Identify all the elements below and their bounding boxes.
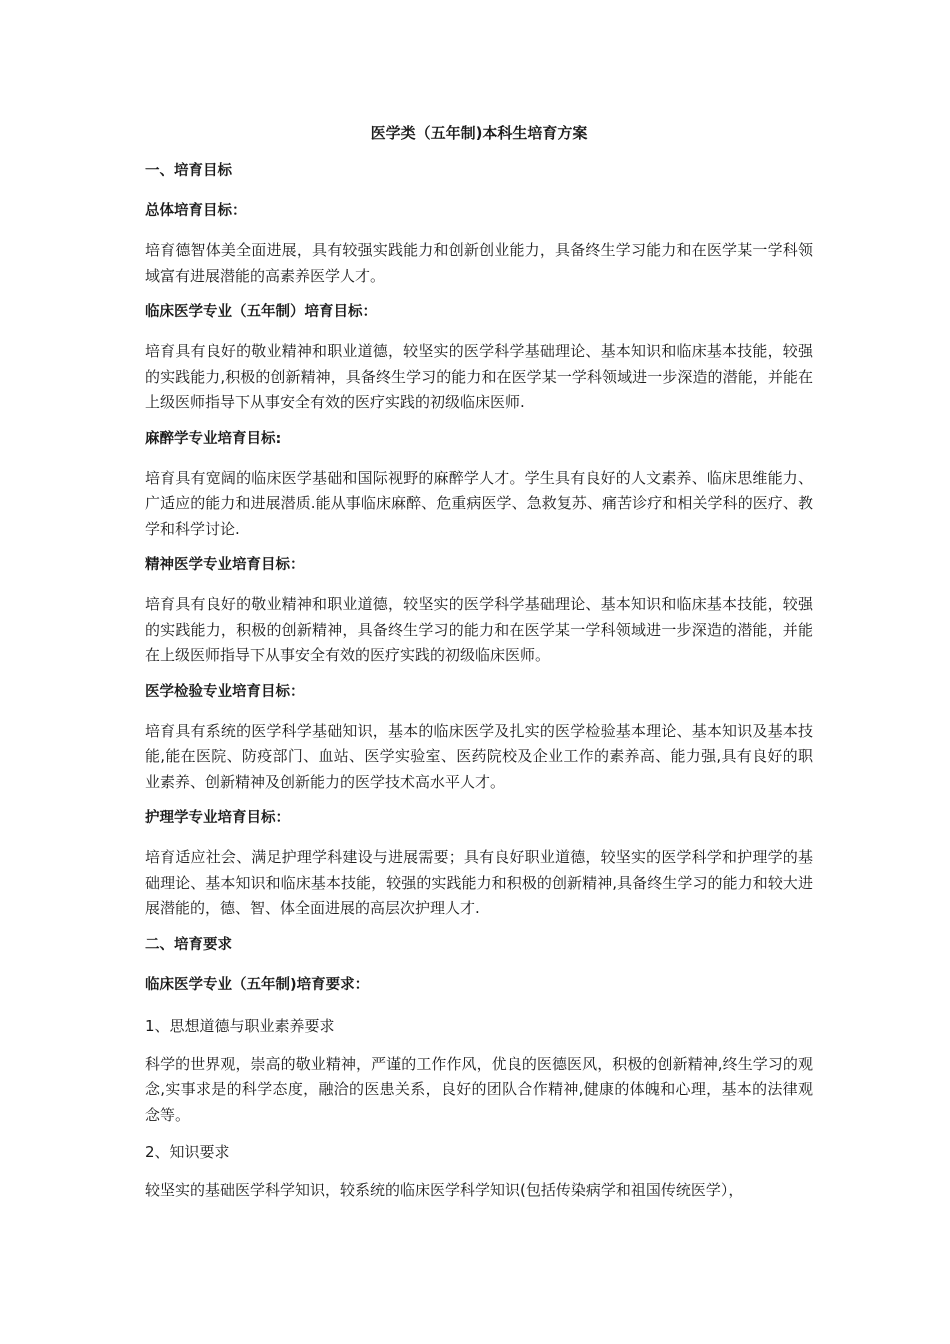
section-heading-goals: 一、培育目标 [145,163,232,179]
subheading-lab-medicine-goal: 医学检验专业培育目标： [145,683,305,700]
paragraph-lab-medicine-goal: 培育具有系统的医学科学基础知识，基本的临床医学及扎实的医学检验基本理论、基本知识及基本技能,能在医院、防疫部门、血站、医学实验室、医药院校及企业工作的素养高、能力强,具有良好的职业素养、创新精神及创新能力的医学技术高水平人才。 [145,721,813,791]
subheading-clinical-goal: 临床医学专业（五年制）培育目标： [145,304,377,320]
subheading-psychiatry-goal: 精神医学专业培育目标： [145,557,305,573]
paragraph-psychiatry-goal: 培育具有良好的敬业精神和职业道德，较坚实的医学科学基础理论、基本知识和临床基本技能，较强的实践能力，积极的创新精神，具备终生学习的能力和在医学某一学科领域进一步深造的潜能，并能在上级医师指导下从事安全有效的医疗实践的初级临床医师。 [145,595,813,664]
list-item-ethics: 1、思想道德与职业素养要求 [145,1016,335,1035]
paragraph-nursing-goal: 培育适应社会、满足护理学科建设与进展需要；具有良好职业道德，较坚实的医学科学和护理学的基础理论、基本知识和临床基本技能，较强的实践能力和积极的创新精神,具备终生学习的能力和较大进展潜能的，德、智、体全面进展的高层次护理人才. [145,848,813,917]
subheading-nursing-goal: 护理学专业培育目标： [145,810,290,826]
paragraph-ethics: 科学的世界观，崇高的敬业精神，严谨的工作作风，优良的医德医风，积极的创新精神,终生学习的观念,实事求是的科学态度，融洽的医患关系，良好的团队合作精神,健康的体魄和心理，基本的法律观念等。 [145,1054,813,1124]
paragraph-anesthesia-goal: 培育具有宽阔的临床医学基础和国际视野的麻醉学人才。学生具有良好的人文素养、临床思维能力、广适应的能力和进展潜质.能从事临床麻醉、危重病医学、急救复苏、痛苦诊疗和相关学科的医疗、教学和科学讨论. [145,468,813,538]
paragraph-clinical-goal: 培育具有良好的敬业精神和职业道德，较坚实的医学科学基础理论、基本知识和临床基本技能，较强的实践能力,积极的创新精神，具备终生学习的能力和在医学某一学科领域进一步深造的潜能，并能在上级医师指导下从事安全有效的医疗实践的初级临床医师. [145,342,813,411]
document-title: 医学类（五年制)本科生培育方案 [370,124,588,142]
paragraph-knowledge: 较坚实的基础医学科学知识，较系统的临床医学科学知识(包括传染病学和祖国传统医学）， [145,1181,744,1199]
subheading-overall-goal: 总体培育目标： [145,203,247,219]
subheading-clinical-requirements: 临床医学专业（五年制)培育要求： [145,976,370,993]
paragraph-overall-goal: 培育德智体美全面进展，具有较强实践能力和创新创业能力，具备终生学习能力和在医学某一学科领域富有进展潜能的高素养医学人才。 [145,241,813,285]
subheading-anesthesia-goal: 麻醉学专业培育目标: [145,430,282,447]
list-item-knowledge: 2、知识要求 [145,1143,230,1161]
section-heading-requirements: 二、培育要求 [145,936,232,953]
document-page [145,122,813,1216]
